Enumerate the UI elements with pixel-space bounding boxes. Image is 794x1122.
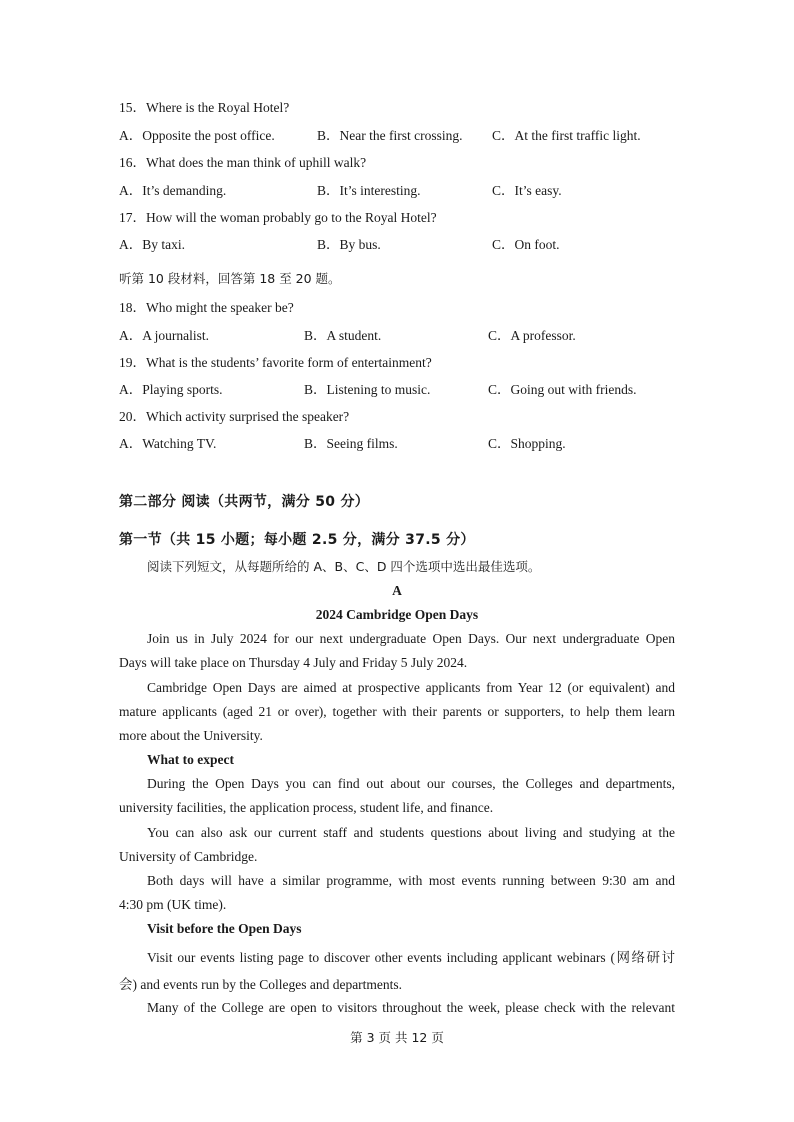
question-17-options [119, 233, 679, 251]
paragraph-1-line-1: Join us in July 2024 for our next undergraduate Open Days. Our next undergraduate Open [147, 631, 675, 646]
option-a: A．It’s demanding. [119, 183, 227, 198]
paragraph-1-line-2: Days will take place on Thursday 4 July and Friday 5 July 2024. [119, 655, 468, 670]
paragraph-2-line-1: Cambridge Open Days are aimed at prospective applicants from Year 12 (or equivalent) and [147, 680, 675, 695]
question-15-options [119, 124, 679, 142]
paragraph-2-line-3: more about the University. [119, 728, 263, 743]
paragraph-3-line-1: During the Open Days you can find out about our courses, the Colleges and departments, [147, 776, 675, 791]
option-c: C．Going out with friends. [488, 382, 637, 397]
paragraph-2-line-2: mature applicants (aged 21 or over), together with their parents or supporters, to help them learn [119, 704, 675, 719]
option-b: B．A student. [304, 328, 382, 343]
option-b: B．Listening to music. [304, 382, 431, 397]
option-b: B．It’s interesting. [317, 183, 421, 198]
part2-title: 第二部分 阅读（共两节，满分 50 分） [119, 494, 370, 510]
option-b: B．Seeing films. [304, 436, 398, 451]
passage-title: 2024 Cambridge Open Days [315, 607, 479, 622]
paragraph-6-line-2: 会) and events run by the Colleges and departments. [119, 977, 403, 992]
option-c: C．A professor. [488, 328, 576, 343]
option-c: C．It’s easy. [492, 183, 562, 198]
option-a: A．Watching TV. [119, 436, 217, 451]
option-c: C．On foot. [492, 237, 560, 252]
option-c: C．At the first traffic light. [492, 128, 641, 143]
option-a: A．Opposite the post office. [119, 128, 275, 143]
option-b: B．Near the first crossing. [317, 128, 463, 143]
question-19-stem: 19．What is the students’ favorite form of entertainment? [119, 355, 432, 370]
option-a: A．By taxi. [119, 237, 185, 252]
passage-letter: A [392, 583, 402, 598]
page-footer: 第 3 页 共 12 页 [350, 1030, 444, 1045]
question-18-options [119, 324, 679, 342]
paragraph-5-line-1: Both days will have a similar programme, with most events running between 9:30 am and [147, 873, 675, 888]
question-20-options [119, 432, 679, 450]
paragraph-3-line-2: university facilities, the application process, student life, and finance. [119, 800, 494, 815]
section1-title: 第一节（共 15 小题；每小题 2.5 分，满分 37.5 分） [119, 532, 475, 548]
question-19-options [119, 378, 679, 396]
paragraph-6-line-1: Visit our events listing page to discover other events including applicant webinars (网络研讨 [147, 950, 675, 965]
question-16-stem: 16．What does the man think of uphill walk? [119, 155, 367, 170]
question-16-options [119, 179, 679, 197]
section-note: 听第 10 段材料，回答第 18 至 20 题。 [119, 271, 341, 286]
option-a: A．A journalist. [119, 328, 209, 343]
subheading-what-to-expect: What to expect [147, 752, 234, 767]
option-c: C．Shopping. [488, 436, 566, 451]
question-20-stem: 20．Which activity surprised the speaker? [119, 409, 350, 424]
reading-instruction: 阅读下列短文，从每题所给的 A、B、C、D 四个选项中选出最佳选项。 [147, 559, 541, 574]
question-15-stem: 15．Where is the Royal Hotel? [119, 100, 290, 115]
paragraph-7-line-1: Many of the College are open to visitors throughout the week, please check with the relevant [147, 1000, 675, 1015]
paragraph-5-line-2: 4:30 pm (UK time). [119, 897, 227, 912]
subheading-visit-before: Visit before the Open Days [147, 921, 302, 936]
paragraph-4-line-2: University of Cambridge. [119, 849, 258, 864]
option-b: B．By bus. [317, 237, 381, 252]
question-18-stem: 18．Who might the speaker be? [119, 300, 294, 315]
option-a: A．Playing sports. [119, 382, 223, 397]
question-17-stem: 17．How will the woman probably go to the Royal Hotel? [119, 210, 437, 225]
paragraph-4-line-1: You can also ask our current staff and students questions about living and studying at the [147, 825, 675, 840]
